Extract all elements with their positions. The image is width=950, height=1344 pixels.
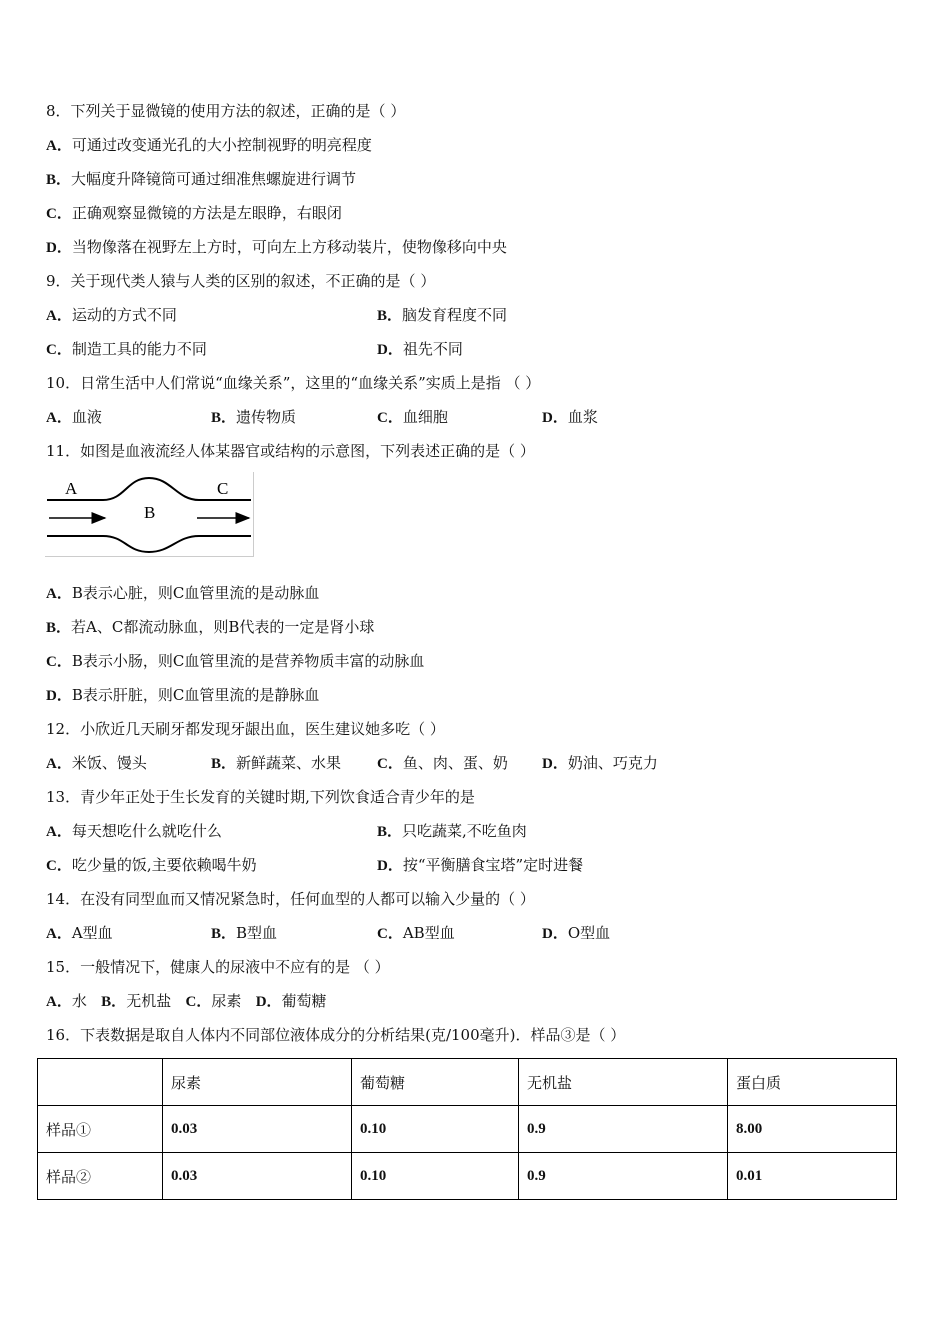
q11-option-b[interactable]: B．若A、C都流动脉血，则B代表的一定是肾小球 [46,618,375,636]
table-header-cell: 无机盐 [519,1059,728,1106]
q9-option-d[interactable]: D．祖先不同 [377,340,463,358]
q9-option-b[interactable]: B．脑发育程度不同 [377,306,508,324]
q14-option-b[interactable]: B．B型血 [211,924,278,942]
table-header-cell: 尿素 [163,1059,352,1106]
vessel-bottom-outline [47,536,251,552]
q11-option-d[interactable]: D．B表示肝脏，则C血管里流的是静脉血 [46,686,320,704]
q14-option-d[interactable]: D．O型血 [542,924,611,942]
q12-option-b[interactable]: B．新鲜蔬菜、水果 [211,754,342,772]
q16-stem: 16．下表数据是取自人体内不同部位液体成分的分析结果(克/100毫升)．样品③是（ ） [46,1026,626,1044]
q14-stem: 14．在没有同型血而又情况紧急时，任何血型的人都可以输入少量的（ ） [46,890,535,908]
blood-flow-svg [45,472,253,556]
q10-option-d[interactable]: D．血浆 [542,408,598,426]
q10-option-b[interactable]: B．遗传物质 [211,408,297,426]
q15-option-b[interactable]: B．无机盐 [101,992,172,1010]
table-header-cell: 葡萄糖 [352,1059,519,1106]
q12-option-d[interactable]: D．奶油、巧克力 [542,754,658,772]
q8-option-b[interactable]: B．大幅度升降镜筒可通过细准焦螺旋进行调节 [46,170,357,188]
table-header-cell: 蛋白质 [728,1059,897,1106]
q13-option-a[interactable]: A．每天想吃什么就吃什么 [46,822,222,840]
table-row [38,1153,897,1200]
q11-option-a[interactable]: A．B表示心脏，则C血管里流的是动脉血 [46,584,320,602]
table-cell: 0.9 [519,1153,728,1200]
q11-option-c[interactable]: C．B表示小肠，则C血管里流的是营养物质丰富的动脉血 [46,652,425,670]
table-cell: 0.03 [163,1153,352,1200]
table-cell: 样品① [38,1106,163,1153]
q15-options [46,991,327,1012]
q15-stem: 15．一般情况下，健康人的尿液中不应有的是 （ ） [46,958,390,976]
table-cell: 8.00 [728,1106,897,1153]
q12-option-a[interactable]: A．米饭、馒头 [46,754,147,772]
table-cell: 0.10 [352,1106,519,1153]
table-header-row [38,1059,897,1106]
label-c: C [217,479,229,498]
q15-option-d[interactable]: D．葡萄糖 [255,992,327,1010]
q11-stem: 11．如图是血液流经人体某器官或结构的示意图，下列表述正确的是（ ） [46,442,535,460]
table-cell: 样品② [38,1153,163,1200]
q10-option-a[interactable]: A．血液 [46,408,102,426]
q10-stem: 10．日常生活中人们常说“血缘关系”，这里的“血缘关系”实质上是指 （ ） [46,374,541,392]
table-cell: 0.9 [519,1106,728,1153]
q15-option-a[interactable]: A．水 [46,992,87,1010]
q8-option-c[interactable]: C．正确观察显微镜的方法是左眼睁，右眼闭 [46,204,342,222]
q9-stem: 9．关于现代类人猿与人类的区别的叙述，不正确的是（ ） [46,272,436,290]
q13-stem: 13．青少年正处于生长发育的关键时期,下列饮食适合青少年的是 [46,788,475,806]
label-a: A [65,479,78,498]
q13-option-b[interactable]: B．只吃蔬菜,不吃鱼肉 [377,822,527,840]
table-cell: 0.10 [352,1153,519,1200]
fluid-analysis-table [37,1058,897,1200]
q14-option-a[interactable]: A．A型血 [46,924,113,942]
q10-option-c[interactable]: C．血细胞 [377,408,448,426]
q12-option-c[interactable]: C．鱼、肉、蛋、奶 [377,754,508,772]
q15-option-c[interactable]: C．尿素 [185,992,242,1010]
table-cell: 0.01 [728,1153,897,1200]
q13-option-c[interactable]: C．吃少量的饭,主要依赖喝牛奶 [46,856,257,874]
table-row [38,1106,897,1153]
label-b: B [144,503,156,522]
q8-stem: 8．下列关于显微镜的使用方法的叙述，正确的是（ ） [46,102,406,120]
blood-flow-diagram [45,472,254,557]
q9-option-c[interactable]: C．制造工具的能力不同 [46,340,207,358]
q12-stem: 12．小欣近几天刷牙都发现牙龈出血，医生建议她多吃（ ） [46,720,445,738]
q14-option-c[interactable]: C．AB型血 [377,924,455,942]
table-header-cell [38,1059,163,1106]
q9-option-a[interactable]: A．运动的方式不同 [46,306,177,324]
q8-option-d[interactable]: D．当物像落在视野左上方时，可向左上方移动装片，使物像移向中央 [46,238,507,256]
q13-option-d[interactable]: D．按“平衡膳食宝塔”定时进餐 [377,856,584,874]
q8-option-a[interactable]: A．可通过改变通光孔的大小控制视野的明亮程度 [46,136,372,154]
table-cell: 0.03 [163,1106,352,1153]
